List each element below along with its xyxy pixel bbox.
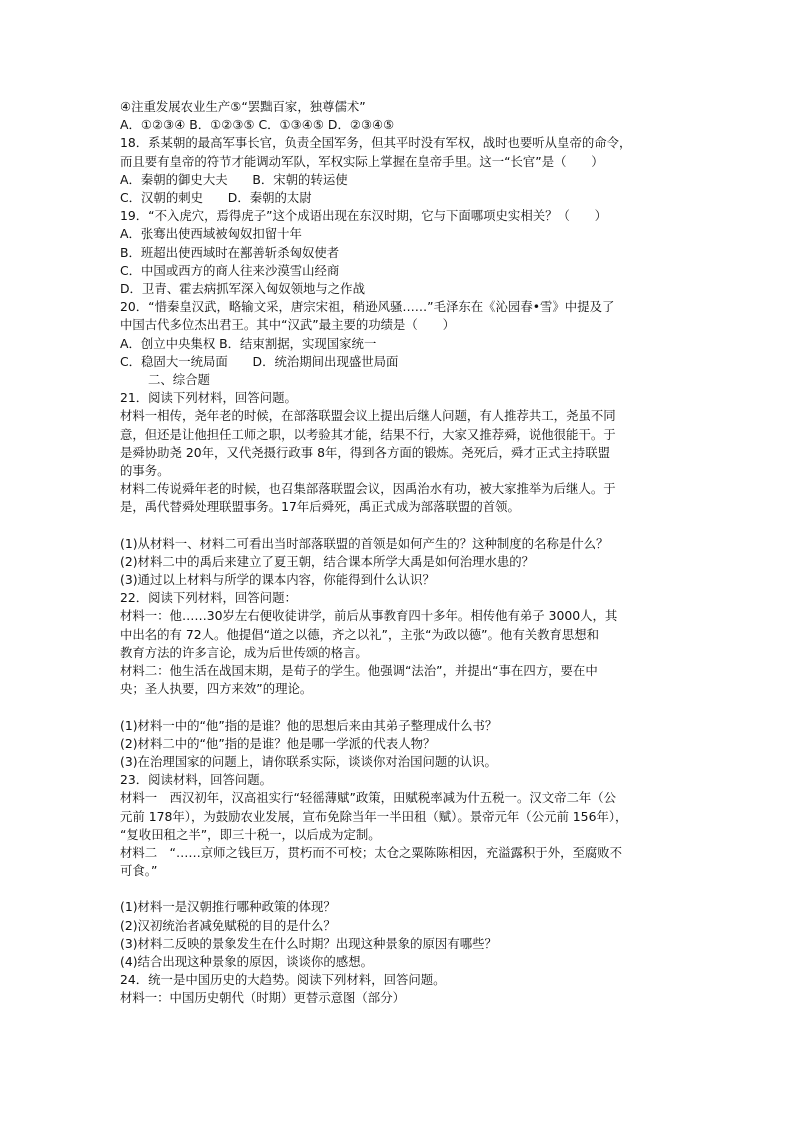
sub-question: (4)结合出现这种景象的原因，谈谈你的感想。 bbox=[120, 953, 373, 969]
question-19: 19．“不入虎穴，焉得虎子”这个成语出现在东汉时期，它与下面哪项史实相关？（ ） bbox=[120, 208, 608, 224]
material-text: 的事务。 bbox=[120, 463, 170, 479]
answer-options: C．汉朝的刺史 D．秦朝的太尉 bbox=[120, 190, 312, 206]
document-page bbox=[120, 98, 680, 1008]
question-21: 21．阅读下列材料，回答问题。 bbox=[120, 390, 297, 406]
answer-option: B．班超出使西域时在鄯善斩杀匈奴使者 bbox=[120, 244, 340, 260]
answer-option: D．卫青、霍去病抓军深入匈奴领地与之作战 bbox=[120, 281, 365, 297]
material-text: 是，禹代替舜处理联盟事务。17年后舜死，禹正式成为部落联盟的首领。 bbox=[120, 499, 520, 515]
answer-options: A．秦朝的御史大夫 B．宋朝的转运使 bbox=[120, 171, 348, 187]
sub-question: (1)材料一中的“他”指的是谁？他的思想后来由其弟子整理成什么书？ bbox=[120, 717, 498, 733]
material-text: 央；圣人执要，四方来效”的理论。 bbox=[120, 681, 313, 697]
material-text: 材料一：他……30岁左右便收徒讲学，前后从事教育四十多年。相传他有弟子 3000人，其 bbox=[120, 608, 618, 624]
material-text: 材料二传说舜年老的时候，也召集部落联盟会议，因禹治水有功，被大家推举为后继人。于 bbox=[120, 481, 616, 497]
question-20: 20．“惜秦皇汉武，略输文采，唐宗宋祖，稍逊风骚……”毛泽东在《沁园春•雪》中提及了 bbox=[120, 299, 615, 315]
sub-question: (3)材料二反映的景象发生在什么时期？出现这种景象的原因有哪些？ bbox=[120, 935, 497, 951]
text-line: ④注重发展农业生产⑤“罢黜百家，独尊儒术” bbox=[120, 99, 366, 114]
section-heading: 二、综合题 bbox=[148, 372, 210, 388]
question-22: 22．阅读下列材料，回答问题： bbox=[120, 590, 297, 606]
sub-question: (1)从材料一、材料二可看出当时部落联盟的首领是如何产生的？这种制度的名称是什么？ bbox=[120, 535, 609, 551]
question-18: 18．系某朝的最高军事长官，负责全国军务，但其平时没有军权，战时也要听从皇帝的命令， bbox=[120, 135, 632, 151]
sub-question: (3)在治理国家的问题上，请你联系实际，谈谈你对治国问题的认识。 bbox=[120, 753, 497, 769]
blank-space bbox=[120, 699, 680, 717]
material-text: 材料一相传，尧年老的时候，在部落联盟会议上提出后继人问题，有人推荐共工，尧虽不同 bbox=[120, 408, 616, 424]
blank-space bbox=[120, 880, 680, 898]
answer-options: C．稳固大一统局面 D．统治期间出现盛世局面 bbox=[120, 353, 399, 369]
material-text: 元前 178年），为鼓励农业发展，宣布免除当年一半田租（赋）。景帝元年（公元前 156年）， bbox=[120, 808, 628, 824]
sub-question: (2)汉初统治者减免赋税的目的是什么？ bbox=[120, 917, 336, 933]
blank-space bbox=[120, 517, 680, 535]
sub-question: (2)材料二中的“他”指的是谁？他是哪一学派的代表人物？ bbox=[120, 735, 436, 751]
material-text: 材料二：他生活在战国末期，是荀子的学生。他强调“法治”，并提出“事在四方，要在中 bbox=[120, 663, 598, 679]
answer-options: A．①②③④ B．①②③⑤ C．①③④⑤ D．②③④⑤ bbox=[120, 117, 395, 133]
material-text: 意，但还是让他担任工师之职，以考验其才能，结果不行，大家又推荐舜，说他很能干。于 bbox=[120, 426, 616, 442]
material-text: 中出名的有 72人。他提倡“道之以德，齐之以礼”，主张“为政以德”。他有关教育思想和 bbox=[120, 626, 600, 642]
question-23: 23．阅读材料，回答问题。 bbox=[120, 772, 273, 788]
text-line: 中国古代多位杰出君王。其中“汉武”最主要的功绩是（ ） bbox=[120, 317, 455, 333]
material-text: 材料一：中国历史朝代（时期）更替示意图（部分） bbox=[120, 990, 405, 1006]
question-24: 24．统一是中国历史的大趋势。阅读下列材料，回答问题。 bbox=[120, 972, 446, 988]
material-text: 教育方法的许多言论，成为后世传颂的格言。 bbox=[120, 644, 368, 660]
sub-question: (1)材料一是汉朝推行哪种政策的体现？ bbox=[120, 899, 336, 915]
answer-option: A．张骞出使西域被匈奴扣留十年 bbox=[120, 226, 302, 242]
material-text: 是舜协助尧 20年，又代尧摄行政事 8年，得到各方面的锻炼。尧死后，舜才正式主持联盟 bbox=[120, 444, 610, 460]
text-line: 而且要有皇帝的符节才能调动军队，军权实际上掌握在皇帝手里。这一“长官”是（ ） bbox=[120, 153, 604, 169]
sub-question: (3)通过以上材料与所学的课本内容，你能得到什么认识？ bbox=[120, 572, 435, 588]
material-text: 材料一 西汉初年，汉高祖实行“轻徭薄赋”政策，田赋税率减为什五税一。汉文帝二年（公 bbox=[120, 790, 617, 806]
material-text: “复收田租之半”，即三十税一，以后成为定制。 bbox=[120, 826, 381, 842]
sub-question: (2)材料二中的禹后来建立了夏王朝，结合课本所学大禹是如何治理水患的？ bbox=[120, 553, 535, 569]
material-text: 材料二 “……京师之钱巨万，贯朽而不可校；太仓之粟陈陈相因，充溢露积于外，至腐败不 bbox=[120, 844, 623, 860]
material-text: 可食。” bbox=[120, 863, 158, 879]
answer-options: A．创立中央集权 B．结束割据，实现国家统一 bbox=[120, 335, 377, 351]
answer-option: C．中国或西方的商人往来沙漠雪山经商 bbox=[120, 262, 340, 278]
